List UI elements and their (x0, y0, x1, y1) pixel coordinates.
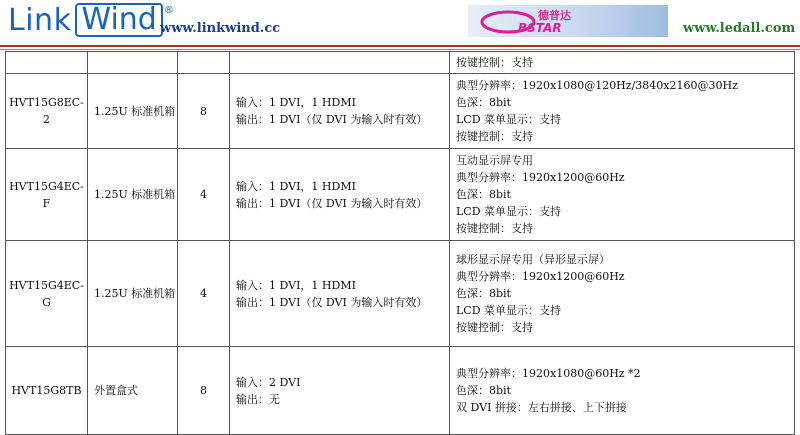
quantity-value: 4 (200, 188, 207, 201)
enclosure-type: 外置盒式 (94, 384, 138, 397)
table-row (6, 52, 795, 74)
io-cell (230, 347, 450, 435)
io-line: 输出：无 (236, 392, 280, 406)
quantity-value: 4 (200, 287, 207, 300)
model-name: HVT15G8TB (11, 384, 82, 397)
model-cell (6, 347, 88, 435)
svg-text:BSTAR: BSTAR (518, 21, 562, 35)
features-cell (450, 74, 795, 149)
page-header (0, 0, 800, 52)
header-rule (0, 45, 800, 47)
logo-text-link: Link (8, 2, 72, 38)
io-line: 输入：1 DVI，1 HDMI (236, 179, 356, 193)
feature-line: 色深：8bit (456, 96, 511, 109)
linkwind-url[interactable]: www.linkwind.cc (160, 21, 281, 36)
bstar-logo (478, 7, 598, 35)
feature-line: 典型分辨率：1920x1200@60Hz (456, 171, 625, 184)
logo-text-wind: Wind (75, 3, 162, 37)
features-cell (450, 52, 795, 74)
table-row (6, 347, 795, 435)
feature-line: 互动显示屏专用 (456, 154, 533, 167)
model-cell (6, 241, 88, 347)
io-cell (230, 52, 450, 74)
io-line: 输入：2 DVI (236, 375, 301, 389)
feature-line: 色深：8bit (456, 287, 511, 300)
features-cell (450, 149, 795, 241)
feature-line: 色深：8bit (456, 188, 511, 201)
feature-line: 按键控制：支持 (456, 130, 533, 143)
table-row (6, 74, 795, 149)
bstar-banner (468, 5, 668, 37)
quantity-cell (178, 347, 230, 435)
enclosure-type: 1.25U 标准机箱 (94, 287, 176, 300)
quantity-cell (178, 74, 230, 149)
quantity-value: 8 (200, 104, 207, 118)
feature-line: 按键控制：支持 (456, 56, 533, 69)
io-cell (230, 149, 450, 241)
features-cell (450, 241, 795, 347)
enclosure-type: 1.25U 标准机箱 (94, 104, 176, 118)
table-row (6, 149, 795, 241)
io-line: 输入：1 DVI，1 HDMI (236, 96, 356, 109)
model-cell (6, 52, 88, 74)
quantity-value: 8 (200, 384, 207, 397)
quantity-cell (178, 149, 230, 241)
io-line: 输出：1 DVI（仅 DVI 为输入时有效） (236, 196, 428, 210)
enclosure-cell (88, 52, 178, 74)
enclosure-cell (88, 241, 178, 347)
quantity-cell (178, 52, 230, 74)
model-cell (6, 149, 88, 241)
registered-mark: ® (163, 4, 174, 16)
quantity-cell (178, 241, 230, 347)
enclosure-cell (88, 149, 178, 241)
features-cell (450, 347, 795, 435)
feature-line: 典型分辨率：1920x1080@120Hz/3840x2160@30Hz (456, 79, 738, 92)
product-spec-table (5, 51, 795, 435)
feature-line: 球形显示屏专用（异形显示屏） (456, 253, 610, 266)
feature-line: LCD 菜单显示：支持 (456, 304, 562, 317)
io-line: 输入：1 DVI，1 HDMI (236, 278, 356, 292)
model-cell (6, 74, 88, 149)
linkwind-logo (8, 4, 174, 36)
feature-line: 按键控制：支持 (456, 222, 533, 235)
model-name: HVT15G4EC-F (9, 179, 84, 210)
io-cell (230, 74, 450, 149)
feature-line: 色深：8bit (456, 384, 511, 397)
enclosure-cell (88, 74, 178, 149)
io-cell (230, 241, 450, 347)
io-line: 输出：1 DVI（仅 DVI 为输入时有效） (236, 295, 428, 309)
enclosure-type: 1.25U 标准机箱 (94, 188, 176, 201)
table-row (6, 241, 795, 347)
ledall-url[interactable]: www.ledall.com (683, 21, 796, 36)
svg-text:德普达: 德普达 (538, 9, 571, 22)
header-rule-thin (0, 49, 800, 50)
feature-line: LCD 菜单显示：支持 (456, 205, 562, 218)
io-line: 输出：1 DVI（仅 DVI 为输入时有效） (236, 113, 428, 126)
model-name: HVT15G4EC-G (9, 278, 84, 309)
enclosure-cell (88, 347, 178, 435)
feature-line: 典型分辨率：1920x1080@60Hz *2 (456, 367, 641, 380)
feature-line: 按键控制：支持 (456, 321, 533, 334)
feature-line: 典型分辨率：1920x1200@60Hz (456, 270, 625, 283)
feature-line: 双 DVI 拼接：左右拼接、上下拼接 (456, 401, 627, 414)
model-name: HVT15G8EC-2 (9, 96, 84, 126)
feature-line: LCD 菜单显示：支持 (456, 113, 562, 126)
